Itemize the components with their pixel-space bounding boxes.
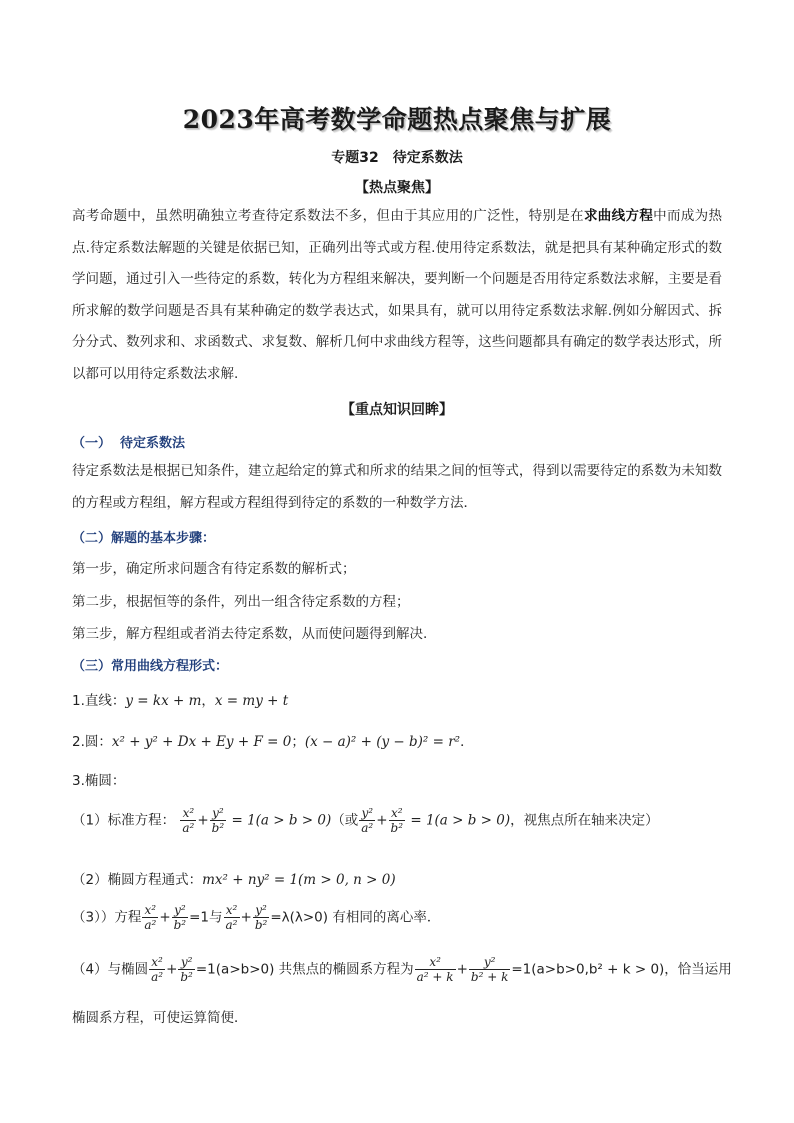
equation-condition: = 1(a > b > 0) [227,812,332,829]
denominator: b² + k [470,970,509,984]
denominator: a² [361,821,374,835]
plus: + [376,812,388,829]
fraction [415,955,456,984]
fraction [180,806,196,835]
fraction [142,903,158,932]
period: ． [460,734,474,750]
e3-middle: =1与 [189,909,223,926]
line-equation-row [72,689,732,709]
e4-end: =1(a>b>0,b² + k > 0)，恰当运用 [511,961,732,978]
denominator: b² [390,821,404,835]
plus: + [166,961,178,978]
numerator: y² [172,903,189,918]
section-2-heading: （二）解题的基本步骤： [72,531,216,546]
denominator: a² [225,918,238,932]
plus: + [456,961,468,978]
numerator: x² [149,955,165,970]
numerator: x² [389,806,406,821]
page-title: 2023年高考数学命题热点聚焦与扩展 [182,105,612,134]
e3-end: =λ(λ>0) 有相同的离心率． [270,909,441,926]
denominator: a² [182,821,195,835]
fraction [253,903,270,932]
denominator: b² [254,918,268,932]
denominator: b² [173,918,187,932]
ellipse-general-row [72,868,732,888]
numerator: x² [415,955,456,970]
step-2: 第二步，根据恒等的条件，列出一组含待定系数的方程； [72,594,410,610]
intro-text-a: 高考命题中，虽然明确独立考查待定系数法不多，但由于其应用的广泛性，特别是在 [72,208,584,224]
numerator: y² [359,806,375,821]
circle-eq-standard: (x − a)² + (y − b)² = r² [304,734,461,750]
equation-condition: = 1(a > b > 0) [406,812,511,829]
e4-label: （4）与椭圆 [72,961,149,978]
e2-label: （2）椭圆方程通式： [72,872,203,888]
line-eq-inverse: x = my + t [214,693,289,709]
paren-open: （或 [331,812,359,829]
numerator: x² [142,903,158,918]
numerator: y² [469,955,510,970]
ellipse-confocal-row [72,955,732,984]
circle-eq-general: x² + y² + Dx + Ey + F = 0 [111,734,292,750]
ellipse-label: 3.椭圆： [72,773,126,789]
paren-close: ，视焦点所在轴来决定） [510,812,659,829]
fraction [149,955,165,984]
e3-label: （3））方程 [72,909,142,926]
numerator: y² [253,903,270,918]
denominator: b² [211,821,225,835]
numerator: y² [210,806,227,821]
ellipse-eccentricity-row [72,903,732,932]
intro-text-b: 中而成为热点.待定系数法解题的关键是依据已知，正确列出等式或方程.使用待定系数法，就是把具有某种确定形式的数学问题，通过引入一些待定的系数，转化为方程组来解决，要判断一个问题是否用待定系数法求解，主要是看所求解的数学问题是否具有某种确定的数学表达式，如果具有，就可以用待定系数法求解.例如分解因式、拆分分式、数列求和、求函数式、求复数、解析几何中求曲线方程等，这些问题都具有确定的数学表达形式，所以都可以用待定系数法求解. [72,208,723,382]
line-label: 1.直线： [72,693,126,709]
step-3: 第三步，解方程组或者消去待定系数，从而使问题得到解决. [72,626,428,642]
section-1-text: 待定系数法是根据已知条件，建立起给定的算式和所求的结果之间的恒等式，得到以需要待定的系数为未知数的方程或方程组，解方程或方程组得到待定的系数的一种数学方法． [72,463,722,511]
hot-focus-heading: 【热点聚焦】 [355,180,439,196]
plus: + [197,812,209,829]
fraction [469,955,510,984]
line-eq-slope: y = kx + m [125,693,202,709]
e1-label: （1）标准方程： [72,812,176,829]
fraction [224,903,240,932]
denominator: a² [144,918,157,932]
denominator: b² [180,970,193,984]
section-1-heading: （一） 待定系数法 [72,436,186,451]
fraction [210,806,227,835]
circle-label: 2.圆： [72,734,112,750]
fraction [172,903,189,932]
plus: + [240,909,252,926]
intro-paragraph [72,201,722,391]
fraction [389,806,406,835]
knowledge-review-heading: 【重点知识回眸】 [341,402,453,418]
e4-middle: =1(a>b>0) 共焦点的椭圆系方程为 [195,961,414,978]
plus: + [159,909,171,926]
step-1: 第一步，确定所求问题含有待定系数的解析式； [72,561,356,577]
circle-equation-row [72,730,732,750]
separator: ， [201,693,215,709]
fraction [359,806,375,835]
numerator: x² [224,903,240,918]
section-3-heading: （三）常用曲线方程形式： [72,659,229,674]
numerator: x² [180,806,196,821]
ellipse-confocal-continuation: 椭圆系方程，可使运算简便． [72,1010,248,1026]
e2-equation: mx² + ny² = 1(m > 0, n > 0) [202,872,396,888]
intro-bold-text: 求曲线方程 [583,208,654,224]
fraction [178,955,195,984]
denominator: a² + k [416,970,454,984]
numerator: y² [178,955,195,970]
denominator: a² [151,970,164,984]
ellipse-standard-row [72,806,732,835]
separator: ； [291,734,305,750]
topic-subtitle: 专题32 待定系数法 [331,150,463,166]
